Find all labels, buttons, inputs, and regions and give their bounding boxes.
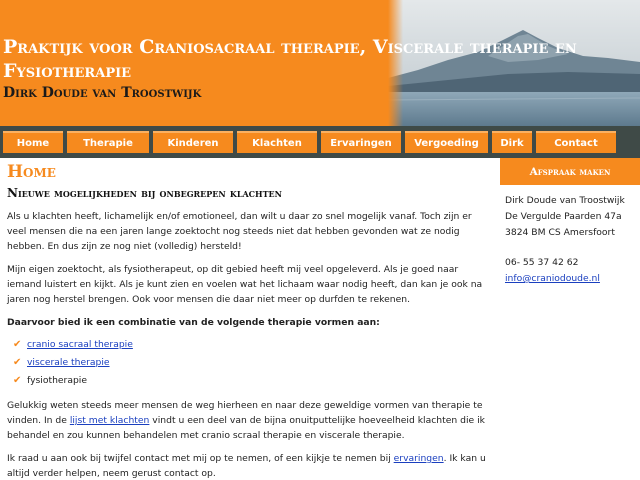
- page-title: Home: [7, 162, 56, 182]
- main-navigation: [0, 126, 640, 158]
- contact-city: 3824 BM CS Amersfoort: [505, 227, 615, 238]
- nav-dirk[interactable]: Dirk: [492, 131, 532, 153]
- checkmark-icon: ✔: [13, 339, 22, 350]
- checkmark-icon: ✔: [13, 357, 22, 368]
- text-span: Gelukkig weten steeds meer mensen de weg hierheen en naar deze geweldige vormen van therapie te vinden. In de: [7, 400, 483, 426]
- story-paragraph: Mijn eigen zoektocht, als fysiotherapeut, op dit gebied heeft mij veel opgeleverd. Als je goed naar iemand luistert en kijkt. Als je kunt zien en voelen wat het lichaam waar nodig heeft, dan kan je ook na jaren nog herstel brengen. Ook voor mensen die daar niet meer op durfden te rekenen.: [7, 264, 483, 305]
- site-title: Praktijk voor Craniosacraal therapie, Viscerale therapie en Fysiotherapie: [3, 36, 577, 82]
- text-span: . Ik kan u altijd verder helpen, neem gerust contact op.: [7, 453, 486, 479]
- site-subtitle: Dirk Doude van Troostwijk: [3, 85, 202, 101]
- list-text-fysiotherapie: fysiotherapie: [27, 375, 87, 386]
- text-span: Ik raad u aan ook bij twijfel contact met mij op te nemen, of een kijkje te nemen bij: [7, 453, 394, 464]
- nav-kinderen[interactable]: Kinderen: [153, 131, 233, 153]
- list-item: [13, 372, 490, 390]
- link-cranio-sacraal[interactable]: cranio sacraal therapie: [27, 339, 133, 350]
- site-header: [0, 0, 640, 126]
- contact-street: De Vergulde Paarden 47a: [505, 211, 622, 222]
- main-content: [7, 162, 490, 480]
- nav-home[interactable]: Home: [3, 131, 63, 153]
- list-item: [13, 336, 490, 354]
- link-ervaringen[interactable]: ervaringen: [393, 453, 444, 464]
- appointment-heading: Afspraak maken: [500, 158, 640, 185]
- link-viscerale[interactable]: viscerale therapie: [27, 357, 110, 368]
- nav-ervaringen[interactable]: Ervaringen: [321, 131, 401, 153]
- link-klachten-lijst[interactable]: lijst met klachten: [69, 415, 150, 426]
- contact-phone: 06- 55 37 42 62: [505, 257, 579, 268]
- list-item: [13, 354, 490, 372]
- contact-name: Dirk Doude van Troostwijk: [505, 195, 625, 206]
- contact-email-link[interactable]: info@craniodoude.nl: [505, 273, 600, 284]
- therapy-intro: Daarvoor bied ik een combinatie van de volgende therapie vormen aan:: [7, 317, 380, 328]
- contact-details: [500, 185, 640, 287]
- nav-therapie[interactable]: Therapie: [67, 131, 149, 153]
- checkmark-icon: ✔: [13, 375, 22, 386]
- nav-klachten[interactable]: Klachten: [237, 131, 317, 153]
- intro-paragraph: Als u klachten heeft, lichamelijk en/of emotioneel, dan wilt u daar zo snel mogelijk vanaf. Toch zijn er veel mensen die na een jaren lange zoektocht nog steeds niet dat hebben gevonden wat ze nodig hebben. En dus zijn ze nog niet (volledig) hersteld!: [7, 211, 472, 252]
- contact-paragraph: [7, 451, 490, 480]
- page-headline: Nieuwe mogelijkheden bij onbegrepen klachten: [7, 186, 282, 200]
- klachten-paragraph: [7, 398, 490, 443]
- nav-vergoeding[interactable]: Vergoeding: [405, 131, 488, 153]
- nav-contact[interactable]: Contact: [536, 131, 616, 153]
- therapy-list: [13, 336, 490, 390]
- spacer: [505, 241, 640, 255]
- text-span: vindt u een deel van de bijna onuitputtelijke hoeveelheid klachten die ik behandel en zou kunnen behandelen met cranio scraal therapie en viscerale therapie.: [7, 415, 485, 441]
- appointment-sidebar: [500, 158, 640, 287]
